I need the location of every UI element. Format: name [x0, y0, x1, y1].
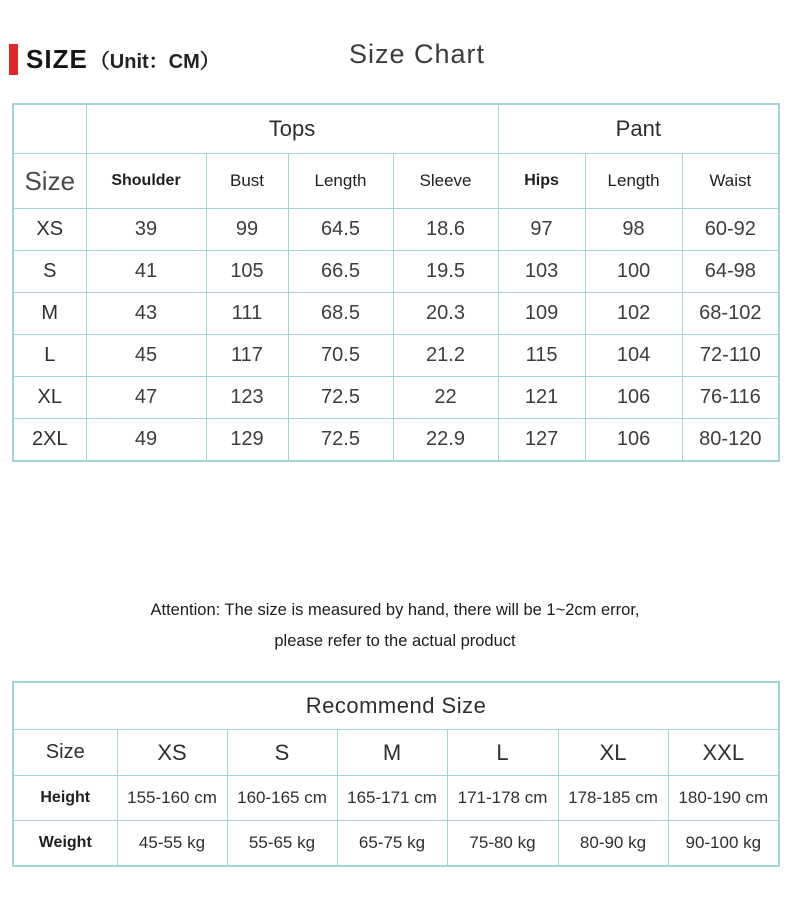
table-row-xl [13, 377, 779, 419]
measurement-cell: 115 [498, 335, 585, 377]
measurement-cell: 80-120 [682, 419, 779, 462]
measurement-cell: 19.5 [393, 251, 498, 293]
size-unit-header [9, 44, 220, 75]
size-cell: S [13, 251, 86, 293]
measurement-cell: 106 [585, 419, 682, 462]
page-title: Size Chart [348, 39, 486, 69]
size-option-m: M [337, 730, 447, 776]
height-cell: 165-171 cm [337, 776, 447, 821]
measurement-cell: 43 [86, 293, 206, 335]
measurement-cell: 21.2 [393, 335, 498, 377]
measurement-cell: 49 [86, 419, 206, 462]
measurement-cell: 70.5 [288, 335, 393, 377]
column-header-row [13, 154, 779, 209]
measurement-cell: 100 [585, 251, 682, 293]
size-option-xs: XS [117, 730, 227, 776]
measurement-cell: 22 [393, 377, 498, 419]
size-cell: XS [13, 209, 86, 251]
measurement-cell: 121 [498, 377, 585, 419]
column-header-bust: Bust [206, 154, 288, 209]
size-cell: XL [13, 377, 86, 419]
measurement-cell: 117 [206, 335, 288, 377]
table-row-s [13, 251, 779, 293]
measurement-cell: 109 [498, 293, 585, 335]
measurement-cell: 99 [206, 209, 288, 251]
column-header-hips: Hips [498, 154, 585, 209]
measurement-cell: 20.3 [393, 293, 498, 335]
size-option-xxl: XXL [668, 730, 779, 776]
measurement-cell: 72.5 [288, 419, 393, 462]
size-option-l: L [447, 730, 558, 776]
measurement-cell: 102 [585, 293, 682, 335]
measurement-cell: 72-110 [682, 335, 779, 377]
measurement-cell: 64-98 [682, 251, 779, 293]
measurement-cell: 41 [86, 251, 206, 293]
size-cell: L [13, 335, 86, 377]
table-row-l [13, 335, 779, 377]
measurement-cell: 104 [585, 335, 682, 377]
size-option-s: S [227, 730, 337, 776]
table-row-2xl [13, 419, 779, 462]
weight-row [13, 821, 779, 867]
weight-row-label: Weight [13, 821, 117, 867]
measurement-cell: 68.5 [288, 293, 393, 335]
table-row-xs [13, 209, 779, 251]
measurement-cell: 18.6 [393, 209, 498, 251]
measurements-table [12, 103, 780, 462]
height-row [13, 776, 779, 821]
attention-note [0, 595, 790, 657]
measurement-cell: 97 [498, 209, 585, 251]
measurement-cell: 129 [206, 419, 288, 462]
measurement-cell: 103 [498, 251, 585, 293]
weight-cell: 45-55 kg [117, 821, 227, 867]
size-option-xl: XL [558, 730, 668, 776]
group-header-row [13, 104, 779, 154]
height-cell: 155-160 cm [117, 776, 227, 821]
height-cell: 171-178 cm [447, 776, 558, 821]
measurement-cell: 98 [585, 209, 682, 251]
measurement-cell: 39 [86, 209, 206, 251]
measurement-cell: 45 [86, 335, 206, 377]
measurement-cell: 111 [206, 293, 288, 335]
table-row-m [13, 293, 779, 335]
size-row-header: Size [13, 730, 117, 776]
size-cell: M [13, 293, 86, 335]
group-header-pant: Pant [498, 104, 779, 154]
column-header-length-pant: Length [585, 154, 682, 209]
weight-cell: 80-90 kg [558, 821, 668, 867]
weight-cell: 90-100 kg [668, 821, 779, 867]
weight-cell: 55-65 kg [227, 821, 337, 867]
red-accent-bar [9, 44, 18, 75]
measurement-cell: 68-102 [682, 293, 779, 335]
column-header-shoulder: Shoulder [86, 154, 206, 209]
measurement-cell: 106 [585, 377, 682, 419]
measurement-cell: 123 [206, 377, 288, 419]
column-header-length-top: Length [288, 154, 393, 209]
height-cell: 178-185 cm [558, 776, 668, 821]
column-header-sleeve: Sleeve [393, 154, 498, 209]
size-label: SIZE [26, 44, 88, 74]
height-cell: 180-190 cm [668, 776, 779, 821]
weight-cell: 65-75 kg [337, 821, 447, 867]
attention-line-1: Attention: The size is measured by hand, there will be 1~2cm error, [150, 601, 640, 619]
measurement-cell: 64.5 [288, 209, 393, 251]
size-cell: 2XL [13, 419, 86, 462]
measurement-cell: 76-116 [682, 377, 779, 419]
group-header-tops: Tops [86, 104, 498, 154]
recommend-size-title: Recommend Size [13, 682, 779, 730]
weight-cell: 75-80 kg [447, 821, 558, 867]
size-column-header: Size [13, 154, 86, 209]
recommend-title-row [13, 682, 779, 730]
height-row-label: Height [13, 776, 117, 821]
corner-empty-cell [13, 104, 86, 154]
measurement-cell: 60-92 [682, 209, 779, 251]
measurement-cell: 22.9 [393, 419, 498, 462]
measurement-cell: 127 [498, 419, 585, 462]
measurement-cell: 105 [206, 251, 288, 293]
measurement-cell: 66.5 [288, 251, 393, 293]
recommend-size-table [12, 681, 780, 867]
column-header-waist: Waist [682, 154, 779, 209]
measurement-cell: 72.5 [288, 377, 393, 419]
attention-line-2: please refer to the actual product [274, 632, 516, 650]
recommend-sizes-row [13, 730, 779, 776]
measurement-cell: 47 [86, 377, 206, 419]
unit-label: （Unit：CM） [89, 51, 220, 73]
height-cell: 160-165 cm [227, 776, 337, 821]
